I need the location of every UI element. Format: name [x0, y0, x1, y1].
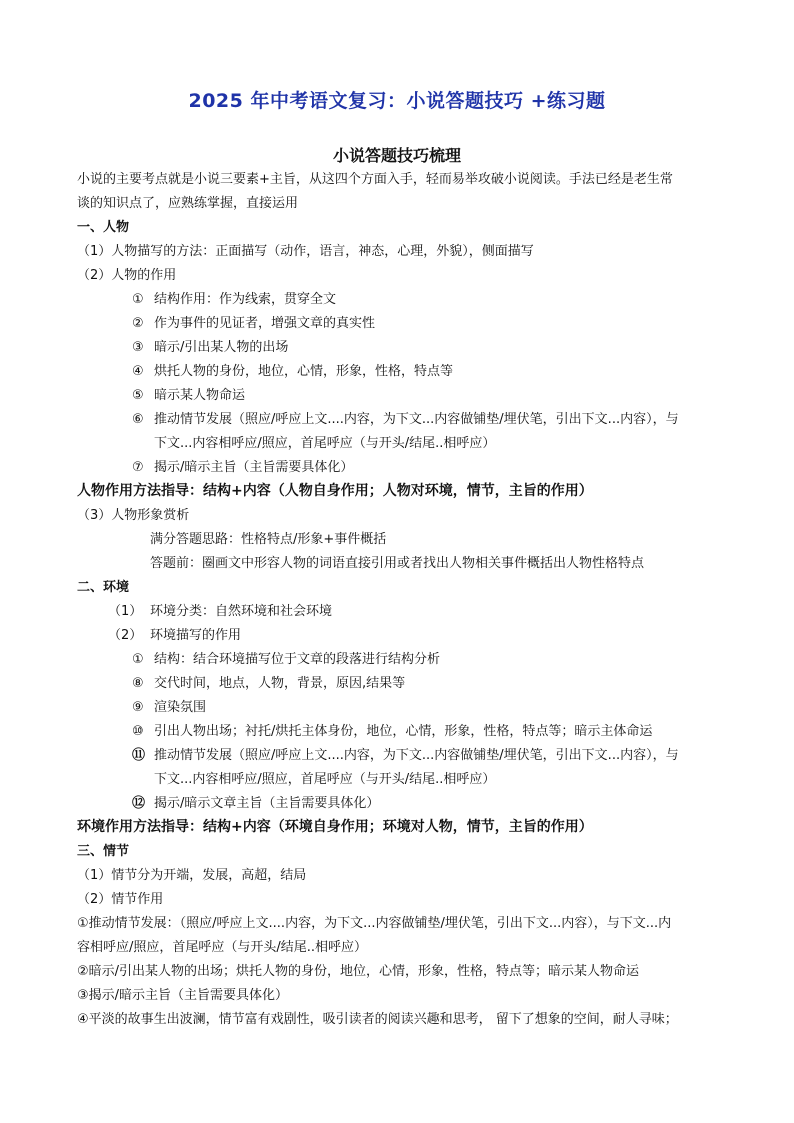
function-text: 烘托人物的身份，地位，心情，形象，性格，特点等 — [154, 364, 454, 379]
character-method-guide: 人物作用方法指导：结构+内容（人物自身作用；人物对环境，情节，主旨的作用） — [77, 483, 593, 499]
list-marker: ⑤ — [132, 388, 144, 403]
character-function-continued — [132, 434, 495, 454]
list-marker: ② — [132, 316, 144, 331]
list-marker: ⑧ — [132, 676, 144, 691]
sub-text: 环境分类：自然环境和社会环境 — [150, 604, 333, 619]
function-text: 暗示/引出某人物的出场 — [154, 340, 289, 355]
heading-character: 一、人物 — [77, 220, 130, 235]
sub-marker: （2） — [108, 628, 143, 643]
environment-function — [132, 746, 679, 766]
plot-line: ①推动情节发展：（照应/呼应上文....内容，为下文...内容做铺垫/埋伏笔，引出下文...内容），与下文...内 — [77, 916, 672, 931]
character-tip: 答题前：圈画文中形容人物的词语直接引用或者找出人物相关事件概括出人物性格特点 — [150, 556, 645, 571]
plot-line: ②暗示/引出某人物的出场；烘托人物的身份，地位，心情，形象，性格，特点等；暗示某人物命运 — [77, 964, 640, 979]
list-marker: ⑦ — [132, 460, 144, 475]
function-text: 推动情节发展（照应/呼应上文....内容，为下文...内容做铺垫/埋伏笔，引出下文...内容），与 — [154, 748, 679, 763]
list-marker: ③ — [132, 340, 144, 355]
function-text: 暗示某人物命运 — [154, 388, 246, 403]
sub-text: 环境描写的作用 — [150, 628, 242, 643]
environment-function — [132, 698, 206, 718]
function-text: 作为事件的见证者，增强文章的真实性 — [154, 316, 376, 331]
character-function — [132, 362, 453, 382]
sub-marker: （1） — [108, 604, 143, 619]
function-text: 推动情节发展（照应/呼应上文....内容，为下文...内容做铺垫/埋伏笔，引出下文...内容），与 — [154, 412, 679, 427]
character-function — [132, 338, 288, 358]
environment-method-guide: 环境作用方法指导：结构+内容（环境自身作用；环境对人物，情节，主旨的作用） — [77, 819, 593, 835]
list-marker: ⑩ — [132, 724, 144, 739]
function-text: 引出人物出场；衬托/烘托主体身份，地位，心情，形象，性格，特点等；暗示主体命运 — [154, 724, 653, 739]
plot-line: 容相呼应/照应，首尾呼应（与开头/结尾..相呼应） — [77, 940, 368, 955]
function-text: 揭示/暗示文章主旨（主旨需要具体化） — [154, 796, 380, 811]
environment-function — [132, 794, 379, 814]
environment-function — [132, 674, 405, 694]
function-text: 渲染氛围 — [154, 700, 207, 715]
environment-sub-1 — [108, 602, 332, 622]
function-text: 下文...内容相呼应/照应，首尾呼应（与开头/结尾..相呼应） — [154, 772, 496, 787]
character-item-1: （1）人物描写的方法：正面描写（动作，语言，神态，心理，外貌），侧面描写 — [77, 244, 534, 259]
environment-sub-2 — [108, 626, 241, 646]
function-text: 揭示/暗示主旨（主旨需要具体化） — [154, 460, 354, 475]
plot-item-2: （2）情节作用 — [77, 892, 164, 907]
character-tip: 满分答题思路：性格特点/形象+事件概括 — [150, 532, 387, 547]
character-function — [132, 290, 336, 310]
function-text: 结构作用：作为线索，贯穿全文 — [154, 292, 337, 307]
function-text: 交代时间，地点，人物，背景，原因,结果等 — [154, 676, 406, 691]
list-marker: ⑫ — [132, 796, 146, 811]
list-marker: ⑪ — [132, 748, 146, 763]
section-title: 小说答题技巧梳理 — [332, 146, 461, 165]
list-marker: ① — [132, 652, 144, 667]
function-text: 结构：结合环境描写位于文章的段落进行结构分析 — [154, 652, 441, 667]
document-title: 2025 年中考语文复习：小说答题技巧 +练习题 — [188, 90, 606, 112]
character-item-3: （3）人物形象赏析 — [77, 508, 190, 523]
intro-line: 小说的主要考点就是小说三要素+主旨，从这四个方面入手，轻而易举攻破小说阅读。手法已经是老生常 — [77, 172, 673, 187]
heading-plot: 三、情节 — [77, 844, 130, 859]
list-marker: ① — [132, 292, 144, 307]
plot-line: ③揭示/暗示主旨（主旨需要具体化） — [77, 988, 289, 1003]
list-marker: ⑨ — [132, 700, 144, 715]
character-item-2: （2）人物的作用 — [77, 268, 177, 283]
character-function — [132, 410, 679, 430]
character-function — [132, 458, 353, 478]
character-function — [132, 314, 375, 334]
environment-function — [132, 650, 440, 670]
character-function — [132, 386, 245, 406]
plot-line: ④平淡的故事生出波澜，情节富有戏剧性，吸引读者的阅读兴趣和思考， 留下了想象的空间，耐人寻味； — [77, 1012, 678, 1027]
heading-environment: 二、环境 — [77, 580, 130, 595]
intro-line: 谈的知识点了，应熟练掌握，直接运用 — [77, 196, 299, 211]
function-text: 下文...内容相呼应/照应，首尾呼应（与开头/结尾..相呼应） — [154, 436, 496, 451]
list-marker: ⑥ — [132, 412, 144, 427]
list-marker: ④ — [132, 364, 144, 379]
environment-function-continued — [132, 770, 495, 790]
plot-item-1: （1）情节分为开端，发展，高超，结局 — [77, 868, 307, 883]
environment-function — [132, 722, 652, 742]
